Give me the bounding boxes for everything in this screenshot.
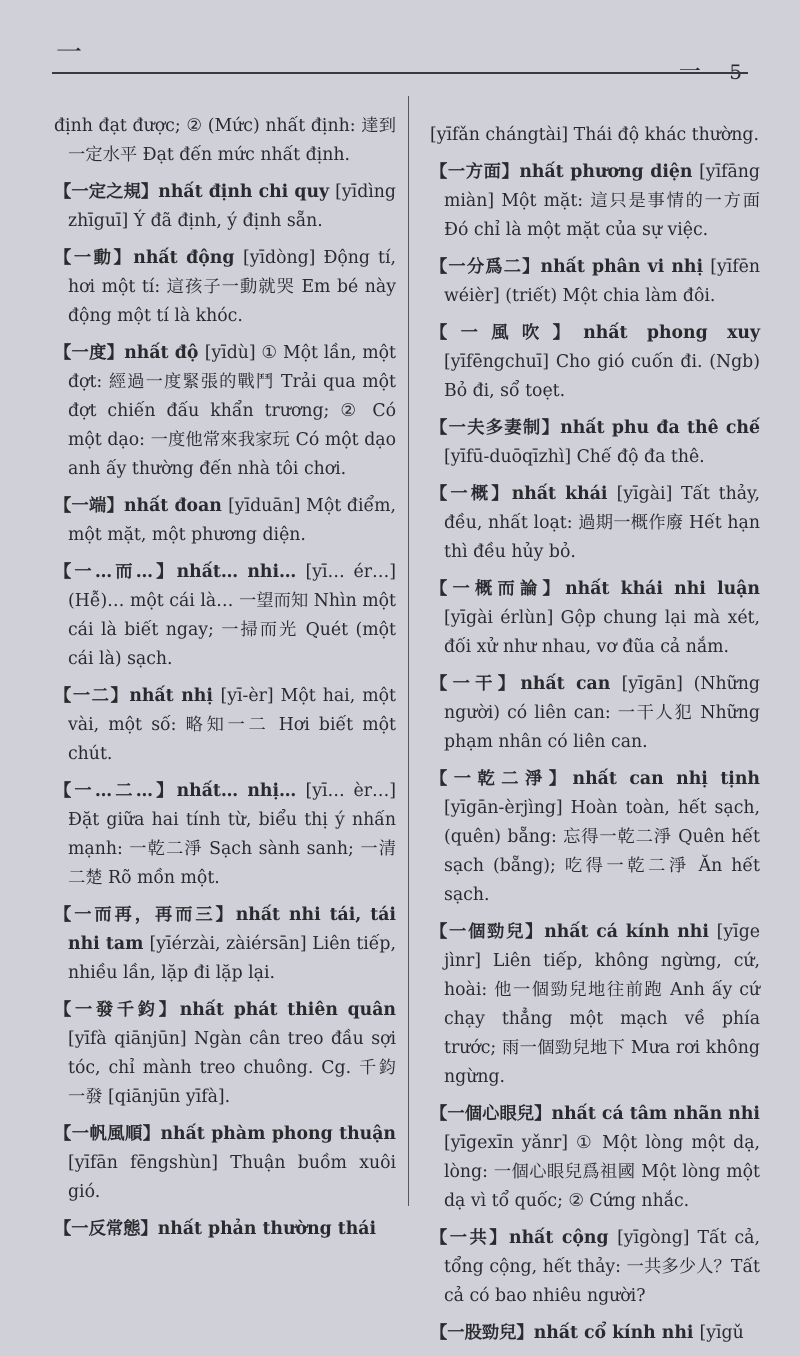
entry-headword: 【一概】nhất khái (430, 484, 617, 504)
entry: 【一乾二淨】nhất can nhị tịnh [yīgān-èrjìng] Hoàn toàn, hết sạch, (quên) bẵng: 忘得一乾二淨 Quên hết sạch (bẵng); 吃得一乾二淨 Ăn hết sạch. (430, 769, 760, 905)
entry: 【一帆風順】nhất phàm phong thuận [yīfān fēngshùn] Thuận buồm xuôi gió. (54, 1124, 396, 1202)
entry-headword: 【一風吹】nhất phong xuy (430, 323, 760, 343)
entry: 【一干】nhất can [yīgān] (Những người) có liên can: 一干人犯 Những phạm nhân có liên can. (430, 674, 760, 752)
entry-headword: 【一帆風順】nhất phàm phong thuận (54, 1124, 396, 1144)
entry-headword: 【一反常態】nhất phản thường thái (54, 1219, 377, 1239)
entry (48, 1215, 396, 1244)
entry: [yīfǎn chángtài] Thái độ khác thường. (430, 125, 759, 145)
entry: 【一股勁兒】nhất cổ kính nhi [yīgǔ (430, 1323, 744, 1343)
header-rule (52, 72, 748, 74)
entry: 【一概】nhất khái [yīgài] Tất thảy, đều, nhất loạt: 過期一概作廢 Hết hạn thì đều hủy bỏ. (430, 484, 760, 562)
entry: 【一概而論】nhất khái nhi luận [yīgài érlùn] Gộp chung lại mà xét, đối xử như nhau, vơ đũa cả nắm. (430, 579, 760, 657)
entry: 【一動】nhất động [yīdòng] Động tí, hơi một tí: 這孩子一動就哭 Em bé này động một tí là khóc. (54, 248, 396, 326)
header-right-mark: 一 (678, 60, 701, 85)
entry: định đạt được; ② (Mức) nhất định: 達到一定水平 Đạt đến mức nhất định. (54, 116, 396, 165)
entry: 【一個心眼兒】nhất cá tâm nhãn nhi [yīgexīn yǎnr] ① Một lòng một dạ, lòng: 一個心眼兒爲祖國 Một lòng một dạ vì tổ quốc; ② Cứng nhắc. (430, 1104, 760, 1211)
entry: 【一…而…】nhất… nhi… [yī… ér…] (Hễ)… một cái là… 一望而知 Nhìn một cái là biết ngay; 一掃而光 Quét (một cái là) sạch. (54, 562, 396, 669)
entry-headword: 【一二】nhất nhị (54, 686, 221, 706)
entry-headword: 【一個勁兒】nhất cá kính nhi (430, 922, 717, 942)
entry: 【一二】nhất nhị [yī-èr] Một hai, một vài, một số: 略知一二 Hơi biết một chút. (54, 686, 396, 764)
entry: 【一發千鈞】nhất phát thiên quân [yīfà qiānjūn] Ngàn cân treo đầu sợi tóc, chỉ mành treo chuông. Cg. 千鈞一發 [qiānjūn yīfà]. (54, 1000, 396, 1107)
header-left-mark: 一 (56, 38, 83, 68)
entry: 【一夫多妻制】nhất phu đa thê chế [yīfū-duōqīzhì] Chế độ đa thê. (430, 418, 760, 467)
entry-headword: 【一概而論】nhất khái nhi luận (430, 579, 760, 599)
entry: 【一而再，再而三】nhất nhi tái, tái nhi tam [yīérzài, zàiérsān] Liên tiếp, nhiều lần, lặp đi lặp lại. (54, 905, 396, 983)
entry-headword: 【一干】nhất can (430, 674, 622, 694)
entry: 【一個勁兒】nhất cá kính nhi [yīge jìnr] Liên tiếp, không ngừng, cứ, hoài: 他一個勁兒地往前跑 Anh ấy cứ chạy thẳng một mạch về phía trước; 雨一個勁兒地下 Mưa rơi không ngừng. (430, 922, 760, 1087)
entry: 【一定之規】nhất định chi quy [yīdìng zhīguī] Ý đã định, ý định sẵn. (54, 182, 396, 231)
entry-headword: 【一定之規】nhất định chi quy (54, 182, 336, 202)
entry-headword: 【一方面】nhất phương diện (430, 162, 700, 182)
header-right (679, 55, 742, 86)
entry: 【一共】nhất cộng [yīgòng] Tất cả, tổng cộng, hết thảy: 一共多少人？Tất cả có bao nhiêu người? (430, 1228, 760, 1306)
entry-headword: 【一個心眼兒】nhất cá tâm nhãn nhi (430, 1104, 760, 1124)
entry-headword: 【一夫多妻制】nhất phu đa thê chế (430, 418, 760, 438)
entry: 【一風吹】nhất phong xuy [yīfēngchuī] Cho gió cuốn đi. (Ngb) Bỏ đi, sổ toẹt. (430, 323, 760, 401)
entry-headword: 【一…二…】nhất… nhị… (54, 781, 306, 801)
left-column (48, 112, 396, 1252)
entry: 【一…二…】nhất… nhị… [yī… èr…] Đặt giữa hai tính từ, biểu thị ý nhấn mạnh: 一乾二淨 Sạch sành sanh; 一清二楚 Rõ mồn một. (54, 781, 396, 888)
entry: 【一度】nhất độ [yīdù] ① Một lần, một đợt: 經過一度緊張的戰鬥 Trải qua một đợt chiến đấu khẩn trương; ② Có một dạo: 一度他常來我家玩 Có một dạo anh ấy thường đến nhà tôi chơi. (54, 343, 397, 479)
page-number: 5 (729, 60, 742, 84)
entry-headword: 【一端】nhất đoan (54, 496, 229, 516)
entry-headword: 【一乾二淨】nhất can nhị tịnh (430, 769, 760, 789)
entry: 【一端】nhất đoan [yīduān] Một điểm, một mặt, một phương diện. (54, 496, 396, 545)
entry-headword: 【一度】nhất độ (54, 343, 205, 363)
entry-headword: 【一共】nhất cộng (430, 1228, 618, 1248)
entry-headword: 【一分爲二】nhất phân vi nhị (430, 257, 711, 277)
entry: 【一分爲二】nhất phân vi nhị [yīfēn wéièr] (triết) Một chia làm đôi. (430, 257, 760, 306)
entry: 【一方面】nhất phương diện [yīfāng miàn] Một mặt: 這只是事情的一方面 Đó chỉ là một mặt của sự việc. (430, 162, 760, 240)
entry-headword: 【一…而…】nhất… nhi… (54, 562, 306, 582)
entry-headword: 【一動】nhất động (54, 248, 243, 268)
entry-headword: 【一股勁兒】nhất cổ kính nhi (430, 1323, 700, 1343)
entry-headword: 【一發千鈞】nhất phát thiên quân (54, 1000, 396, 1020)
right-column (424, 121, 760, 1356)
entry-headword: 【一而再，再而三】nhất nhi tái, tái nhi tam (54, 905, 396, 954)
column-divider (408, 96, 409, 1206)
